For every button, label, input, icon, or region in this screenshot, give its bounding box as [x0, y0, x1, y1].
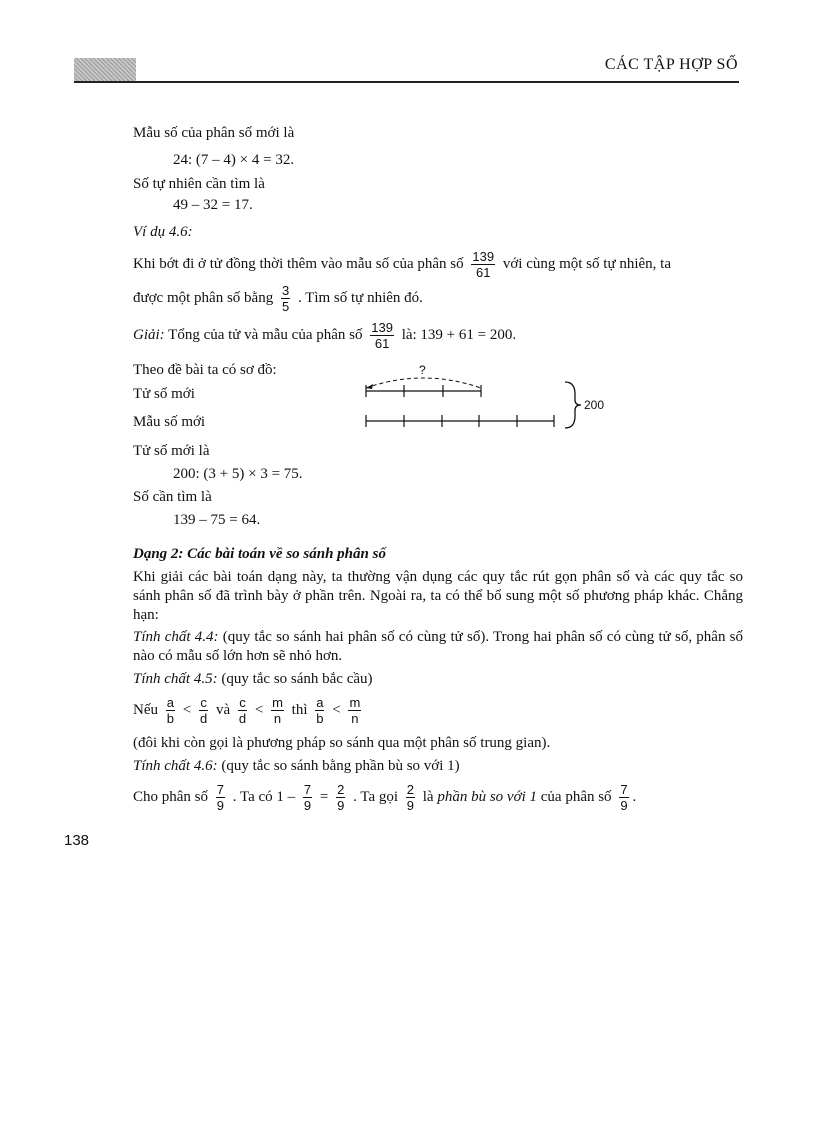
denominator: 61 — [374, 336, 390, 351]
fraction-139-61 — [370, 320, 394, 351]
transitive-rule — [133, 695, 365, 726]
text-segment: . Tìm số tự nhiên đó. — [297, 289, 423, 306]
fraction-7-9 — [619, 782, 628, 813]
fraction-c-d — [199, 695, 208, 726]
equation-line: 24: (7 – 4) × 4 = 32. — [173, 152, 295, 168]
fraction-c-d — [238, 695, 247, 726]
text-segment: và — [215, 701, 231, 718]
numerator: 139 — [472, 249, 495, 264]
less-than: < — [254, 701, 264, 718]
fraction-7-9 — [303, 782, 312, 813]
example-problem-line-1 — [133, 249, 671, 280]
denominator: n — [273, 711, 282, 726]
text-segment: là: 139 + 61 = 200. — [401, 326, 517, 343]
property-label: Tính chất 4.5: — [133, 671, 218, 687]
property-4-5 — [133, 671, 373, 688]
numerator: c — [239, 695, 246, 710]
fraction-2-9 — [336, 782, 345, 813]
property-label: Tính chất 4.4: — [133, 629, 219, 645]
text-line: Số tự nhiên cần tìm là — [133, 176, 265, 192]
text-line: Số cần tìm là — [133, 489, 212, 505]
numerator: 3 — [281, 283, 290, 298]
section-title: Dạng 2: Các bài toán về so sánh phân số — [133, 546, 386, 562]
numerator: m — [349, 695, 361, 710]
denominator: 9 — [620, 798, 628, 813]
equation-line: 200: (3 + 5) × 3 = 75. — [173, 466, 303, 482]
text-segment: Tổng của tử và mẫu của phân số — [168, 326, 363, 343]
term-complement: phần bù so với 1 — [437, 788, 537, 805]
fraction-7-9 — [216, 782, 225, 813]
equation-line: 49 – 32 = 17. — [173, 197, 253, 213]
header-rule — [74, 81, 739, 83]
fraction-m-n — [271, 695, 284, 726]
page-number: 138 — [64, 832, 90, 849]
equation-line: 139 – 75 = 64. — [173, 512, 261, 528]
fraction-m-n — [348, 695, 361, 726]
denominator: b — [316, 711, 324, 726]
complement-line — [133, 782, 636, 813]
solution-label: Giải: — [133, 326, 165, 343]
paragraph: Khi giải các bài toán dạng này, ta thường vận dụng các quy tắc rút gọn phân số và các quy tắc so sánh phân số đã trình bày ở phần trên. Ngoài ra, ta có thể bổ sung một số phương pháp khác. Chẳng hạn: — [133, 569, 743, 623]
text-segment: với cùng một số tự nhiên, ta — [502, 255, 671, 272]
text-line: (đôi khi còn gọi là phương pháp so sánh qua một phân số trung gian). — [133, 735, 551, 751]
example-problem-line-2 — [133, 283, 423, 314]
numerator: a — [316, 695, 324, 710]
text-segment: Khi bớt đi ở tử đồng thời thêm vào mẫu số của phân số — [133, 255, 464, 272]
diagram-label-numerator: Tử số mới — [133, 386, 195, 402]
property-text: (quy tắc so sánh hai phân số có cùng tử số). Trong hai phân số có cùng tử số, phân số nào có mẫu số lớn hơn sẽ nhỏ hơn. — [133, 629, 744, 664]
property-label: Tính chất 4.6: — [133, 758, 218, 774]
numerator: 2 — [406, 782, 414, 797]
fraction-3-5 — [281, 283, 290, 314]
denominator: n — [351, 711, 359, 726]
denominator: 9 — [303, 798, 312, 813]
denominator: d — [199, 711, 208, 726]
numerator: 2 — [337, 782, 345, 797]
denominator: 5 — [281, 299, 290, 314]
numerator: m — [272, 695, 283, 710]
segment-diagram — [355, 360, 615, 440]
text-segment: thì — [291, 701, 308, 718]
equals-sign: = — [319, 788, 329, 805]
running-header-title: CÁC TẬP HỢP SỐ — [604, 56, 738, 73]
property-4-4 — [133, 628, 743, 666]
less-than: < — [182, 701, 192, 718]
arc-arrowhead — [366, 384, 373, 389]
solution-line — [133, 320, 516, 351]
text-line: Mẫu số của phân số mới là — [133, 125, 295, 141]
numerator: 139 — [371, 320, 393, 335]
header-decoration — [74, 58, 136, 82]
numerator: 7 — [620, 782, 628, 797]
numerator: 7 — [216, 782, 224, 797]
denominator: 9 — [216, 798, 224, 813]
denominator: b — [166, 711, 174, 726]
text-segment: Nếu — [133, 701, 158, 718]
question-mark: ? — [419, 363, 426, 377]
denominator: 61 — [476, 265, 491, 280]
diagram-label-denominator: Mẫu số mới — [133, 414, 206, 430]
diagram-intro: Theo đề bài ta có sơ đồ: — [133, 362, 277, 378]
denominator: 9 — [337, 798, 345, 813]
denominator: 9 — [406, 798, 414, 813]
text-segment: . Ta có 1 – — [232, 788, 296, 805]
text-segment: . — [632, 788, 637, 805]
numerator: a — [166, 695, 174, 710]
fraction-a-b — [166, 695, 175, 726]
property-text: (quy tắc so sánh bắc cầu) — [221, 671, 373, 687]
text-segment: . Ta gọi — [353, 788, 399, 805]
text-segment: của phân số — [540, 788, 612, 805]
denominator: d — [238, 711, 247, 726]
text-segment: là — [422, 788, 434, 805]
property-4-6 — [133, 758, 460, 775]
text-line: Tử số mới là — [133, 443, 210, 459]
text-segment: Cho phân số — [133, 788, 208, 805]
example-title: Ví dụ 4.6: — [133, 224, 193, 240]
less-than: < — [332, 701, 341, 718]
dashed-arc — [366, 378, 481, 388]
property-text: (quy tắc so sánh bằng phần bù so với 1) — [221, 758, 460, 774]
fraction-a-b — [315, 695, 324, 726]
text-segment: được một phân số bằng — [133, 289, 274, 306]
curly-brace — [565, 382, 581, 428]
numerator: c — [200, 695, 207, 710]
numerator: 7 — [303, 782, 312, 797]
fraction-2-9 — [406, 782, 415, 813]
total-label: 200 — [584, 398, 605, 412]
fraction-139-61 — [471, 249, 495, 280]
